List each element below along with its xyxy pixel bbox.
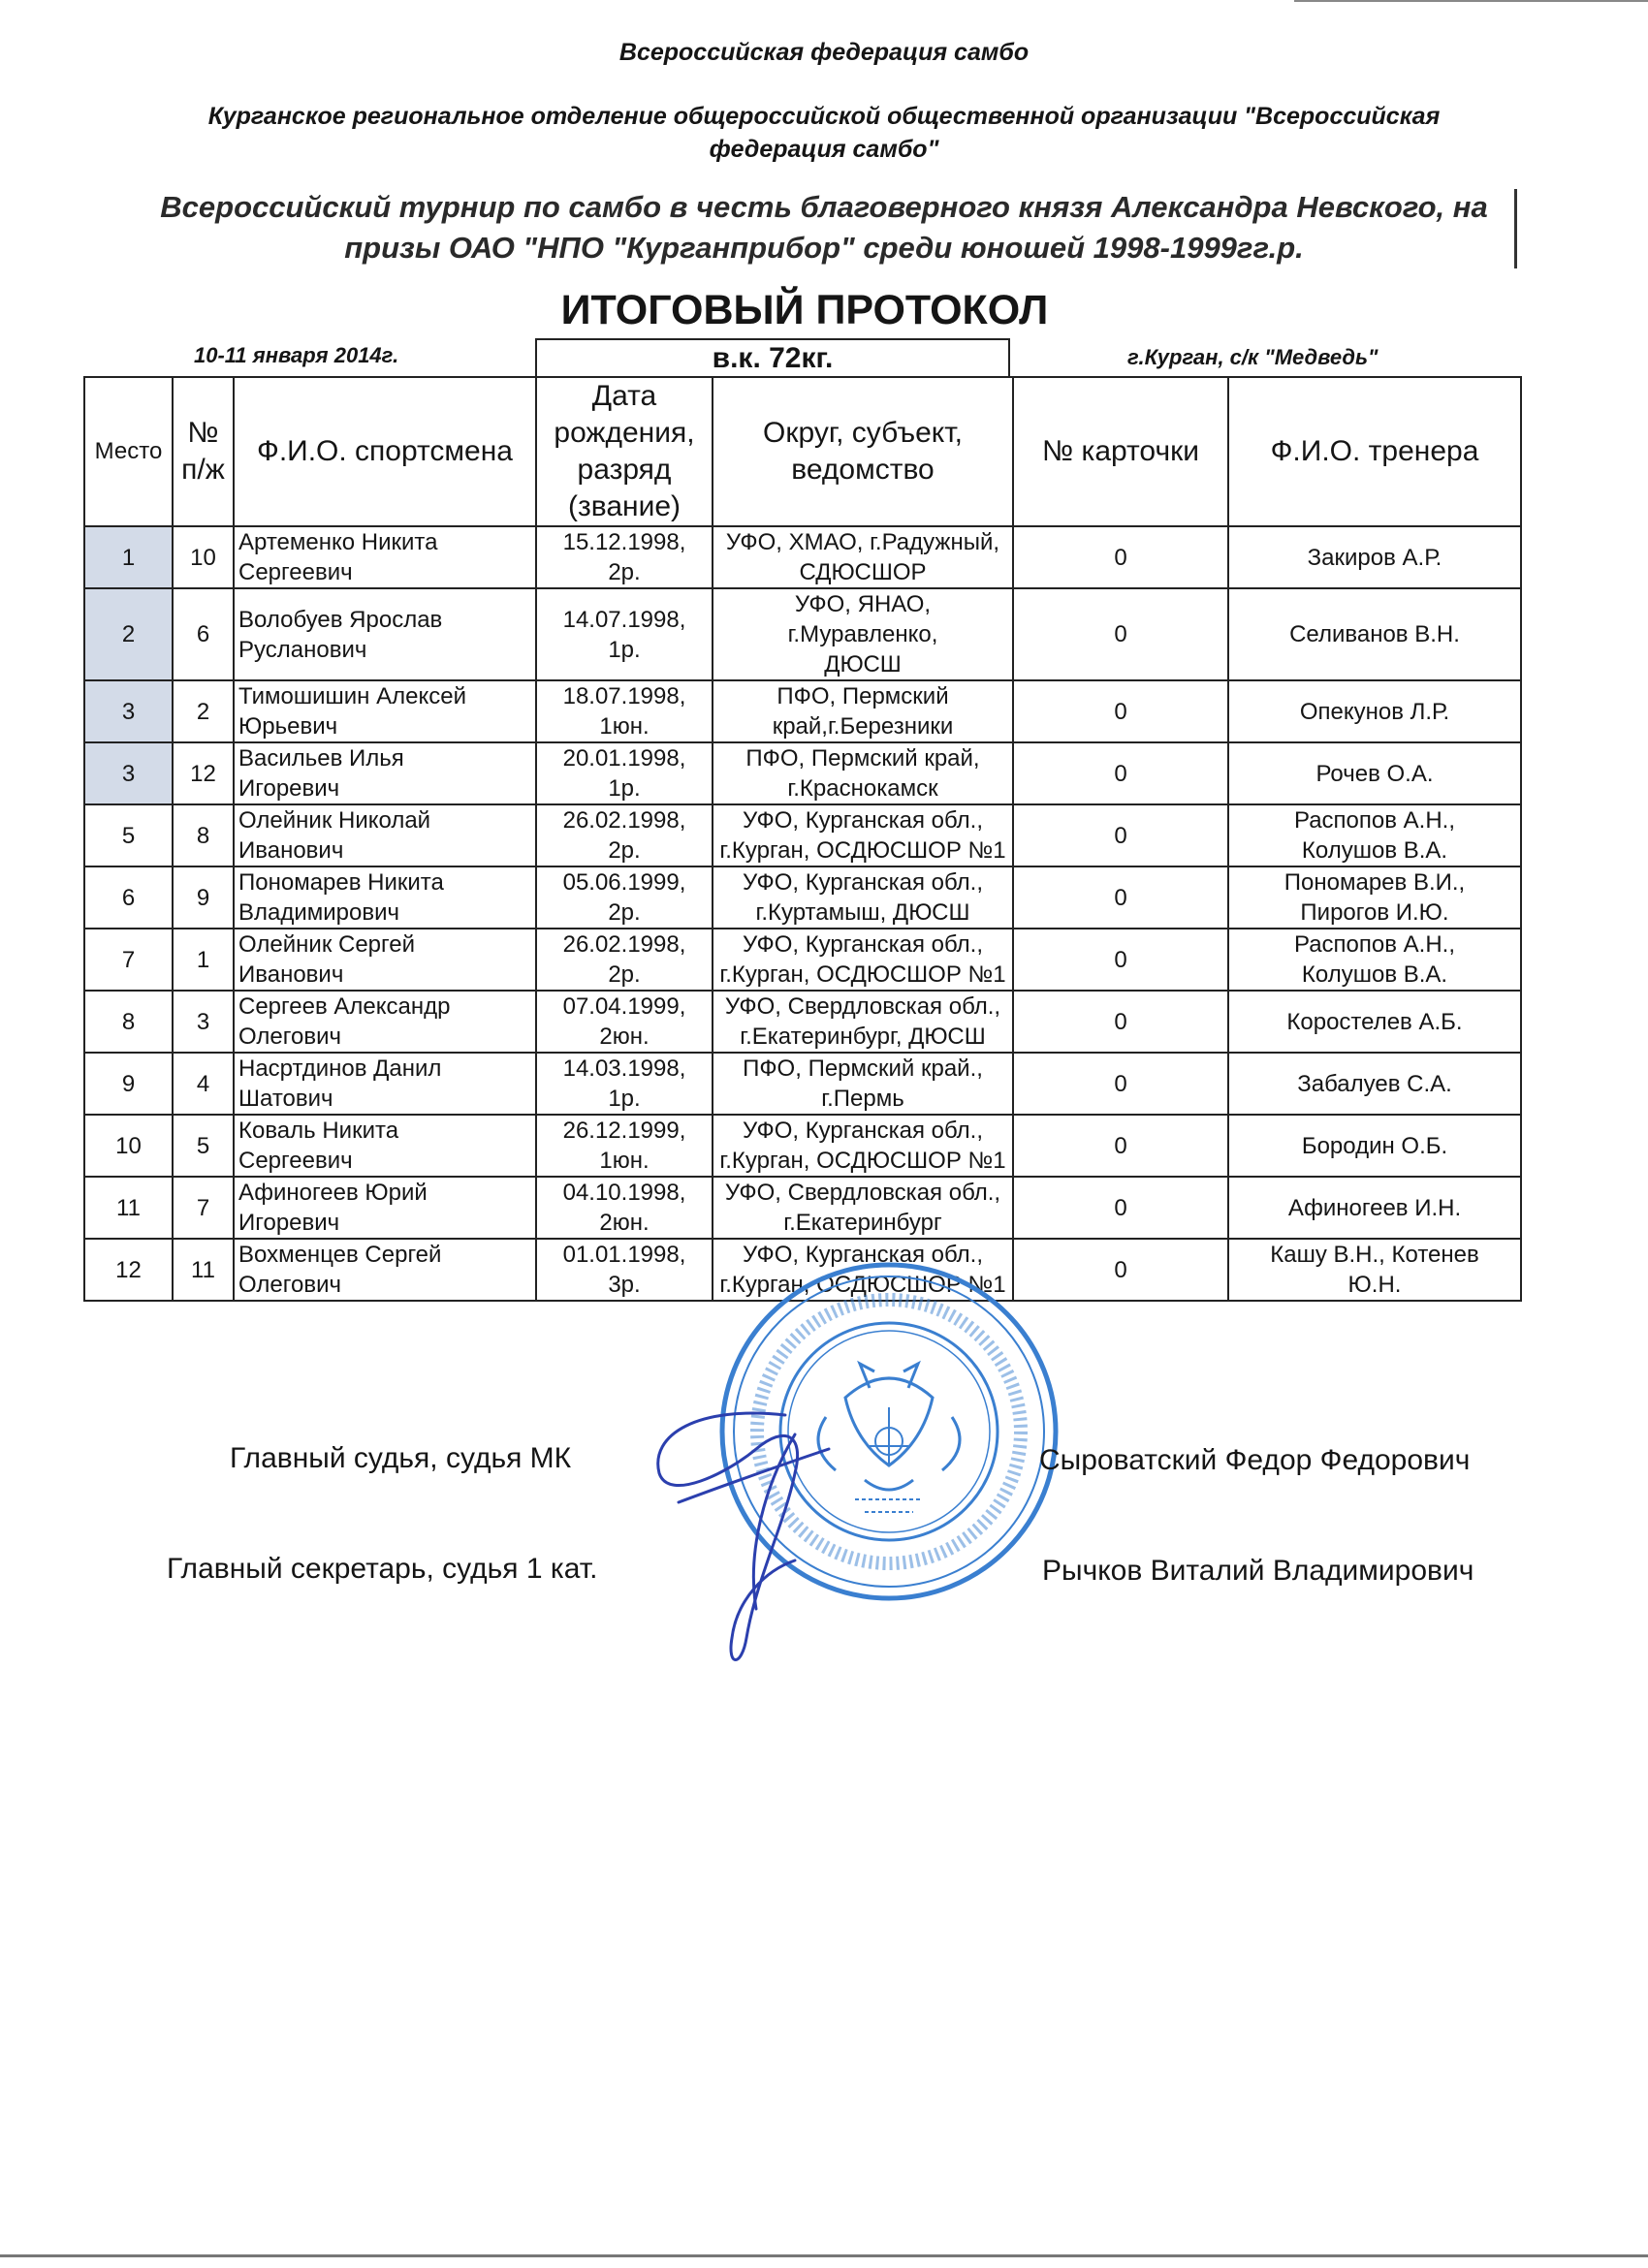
athlete-name-cell xyxy=(234,866,536,929)
coach-line1: Афиногеев И.Н. xyxy=(1287,1194,1462,1221)
athlete-patronymic: Русланович xyxy=(238,636,367,663)
athlete-surname-first: Олейник Сергей xyxy=(238,931,415,958)
birth-rank-cell xyxy=(536,588,713,680)
number-cell: 3 xyxy=(173,991,234,1053)
coach-line1: Селиванов В.Н. xyxy=(1289,621,1460,647)
place-cell: 8 xyxy=(84,991,173,1053)
birth-date: 26.02.1998, xyxy=(562,807,686,834)
coach-cell xyxy=(1228,526,1521,588)
place-cell: 9 xyxy=(84,1053,173,1115)
coach-line1: Распопов А.Н., xyxy=(1293,807,1455,834)
coach-line1: Бородин О.Б. xyxy=(1301,1132,1448,1159)
tournament-title-line1: Всероссийский турнир по самбо в честь благоверного князя Александра Невского, на xyxy=(160,190,1488,224)
coach-cell xyxy=(1228,588,1521,680)
number-cell: 5 xyxy=(173,1115,234,1177)
table-row xyxy=(84,1115,1521,1177)
card-number-cell: 0 xyxy=(1013,526,1228,588)
federation-name: Всероссийская федерация самбо xyxy=(618,39,1030,66)
results-table xyxy=(83,376,1522,1302)
region-line1: УФО, Курганская обл., xyxy=(743,931,983,958)
athlete-name-cell xyxy=(234,526,536,588)
sport-rank: 1юн. xyxy=(599,713,650,740)
region-cell xyxy=(713,1177,1013,1239)
protocol-title: ИТОГОВЫЙ ПРОТОКОЛ xyxy=(560,287,1049,333)
region-line1: УФО, Свердловская обл., xyxy=(724,993,1001,1020)
coach-line1: Распопов А.Н., xyxy=(1293,931,1455,958)
athlete-patronymic: Шатович xyxy=(238,1086,333,1112)
number-cell: 11 xyxy=(173,1239,234,1301)
athlete-surname-first: Сергеев Александр xyxy=(238,993,451,1020)
sport-rank: 2р. xyxy=(608,961,641,988)
birth-rank-cell xyxy=(536,991,713,1053)
card-number-cell: 0 xyxy=(1013,588,1228,680)
athlete-surname-first: Артеменко Никита xyxy=(238,529,438,555)
scan-edge-top xyxy=(1294,0,1648,2)
region-line2: г.Екатеринбург, ДЮСШ xyxy=(740,1024,986,1050)
table-row xyxy=(84,866,1521,929)
place-cell: 2 xyxy=(84,588,173,680)
table-row xyxy=(84,526,1521,588)
birth-date: 26.12.1999, xyxy=(562,1118,686,1144)
table-row xyxy=(84,680,1521,742)
athlete-patronymic: Юрьевич xyxy=(238,713,338,740)
athlete-patronymic: Владимирович xyxy=(238,899,400,926)
birth-date: 05.06.1999, xyxy=(562,869,686,896)
athlete-patronymic: Сергеевич xyxy=(238,559,353,585)
regional-branch xyxy=(0,100,1648,166)
coach-line1: Кашу В.Н., Котенев xyxy=(1270,1242,1479,1268)
card-number-cell: 0 xyxy=(1013,1177,1228,1239)
athlete-name-cell xyxy=(234,680,536,742)
chief-secretary-name: Рычков Виталий Владимирович xyxy=(1042,1555,1474,1587)
athlete-name-cell xyxy=(234,1239,536,1301)
number-cell: 10 xyxy=(173,526,234,588)
coach-cell xyxy=(1228,680,1521,742)
coach-cell xyxy=(1228,804,1521,866)
birth-date: 26.02.1998, xyxy=(562,931,686,958)
weight-category: в.к. 72кг. xyxy=(535,338,1010,377)
sport-rank: 2юн. xyxy=(599,1024,650,1050)
competition-dates: 10-11 января 2014г. xyxy=(194,343,399,367)
column-header-card: № карточки xyxy=(1013,377,1228,526)
coach-line1: Опекунов Л.Р. xyxy=(1299,698,1450,725)
table-row xyxy=(84,588,1521,680)
tournament-title-line2: призы ОАО "НПО "Курганприбор" среди юношей 1998-1999гг.р. xyxy=(344,231,1304,265)
birth-date: 04.10.1998, xyxy=(562,1180,686,1206)
athlete-patronymic: Олегович xyxy=(238,1024,341,1050)
birth-rank-cell xyxy=(536,1115,713,1177)
region-line2: г.Курган, ОСДЮСШОР №1 xyxy=(719,1272,1006,1298)
region-line1: УФО, Курганская обл., xyxy=(743,1242,983,1268)
place-cell: 1 xyxy=(84,526,173,588)
card-number-cell: 0 xyxy=(1013,929,1228,991)
coach-cell xyxy=(1228,991,1521,1053)
region-line1: УФО, ЯНАО, г.Муравленко, xyxy=(787,591,938,647)
card-number-cell: 0 xyxy=(1013,680,1228,742)
number-cell: 9 xyxy=(173,866,234,929)
place-cell: 5 xyxy=(84,804,173,866)
coach-line1: Коростелев А.Б. xyxy=(1286,1008,1463,1035)
number-cell: 2 xyxy=(173,680,234,742)
table-row xyxy=(84,991,1521,1053)
coach-cell xyxy=(1228,1177,1521,1239)
athlete-name-cell xyxy=(234,1177,536,1239)
scan-edge-bottom xyxy=(0,2254,1648,2257)
table-row xyxy=(84,804,1521,866)
coach-cell xyxy=(1228,1115,1521,1177)
region-cell xyxy=(713,991,1013,1053)
chief-secretary-role: Главный секретарь, судья 1 кат. xyxy=(167,1553,598,1585)
coach-line1: Пономарев В.И., xyxy=(1284,869,1466,896)
coach-line2: Ю.Н. xyxy=(1347,1272,1402,1298)
athlete-surname-first: Васильев Илья xyxy=(238,745,404,772)
coach-line2: Пирогов И.Ю. xyxy=(1300,899,1449,926)
coach-line1: Закиров А.Р. xyxy=(1307,544,1442,571)
coach-cell xyxy=(1228,929,1521,991)
place-cell: 12 xyxy=(84,1239,173,1301)
column-header-coach: Ф.И.О. тренера xyxy=(1228,377,1521,526)
tournament-title xyxy=(0,187,1648,268)
region-line2: г.Курган, ОСДЮСШОР №1 xyxy=(719,961,1006,988)
table-header-row xyxy=(84,377,1521,526)
region-line1: УФО, Курганская обл., xyxy=(743,1118,983,1144)
region-line1: ПФО, Пермский xyxy=(776,683,949,709)
region-cell xyxy=(713,929,1013,991)
coach-line2: Колушов В.А. xyxy=(1301,961,1448,988)
region-line2: г.Курган, ОСДЮСШОР №1 xyxy=(719,1148,1006,1174)
birth-rank-cell xyxy=(536,866,713,929)
birth-date: 14.03.1998, xyxy=(562,1055,686,1082)
athlete-patronymic: Игоревич xyxy=(238,1210,340,1236)
birth-rank-cell xyxy=(536,526,713,588)
region-line1: ПФО, Пермский край, xyxy=(745,745,980,772)
column-header-number: № п/ж xyxy=(173,377,234,526)
coach-line1: Забалуев С.А. xyxy=(1297,1070,1452,1097)
athlete-surname-first: Пономарев Никита xyxy=(238,869,444,896)
region-line2: г.Куртамыш, ДЮСШ xyxy=(755,899,970,926)
sport-rank: 3р. xyxy=(608,1272,641,1298)
region-cell xyxy=(713,588,1013,680)
place-cell: 10 xyxy=(84,1115,173,1177)
athlete-surname-first: Афиногеев Юрий xyxy=(238,1180,428,1206)
number-cell: 8 xyxy=(173,804,234,866)
column-header-birth-rank: Дата рождения, разряд (звание) xyxy=(536,377,713,526)
birth-rank-cell xyxy=(536,680,713,742)
place-cell: 11 xyxy=(84,1177,173,1239)
coach-line1: Рочев О.А. xyxy=(1315,760,1434,787)
number-cell: 1 xyxy=(173,929,234,991)
place-cell: 3 xyxy=(84,742,173,804)
region-line2: СДЮСШОР xyxy=(799,559,927,585)
athlete-surname-first: Насртдинов Данил xyxy=(238,1055,442,1082)
athlete-surname-first: Коваль Никита xyxy=(238,1118,399,1144)
athlete-patronymic: Иванович xyxy=(238,961,344,988)
number-cell: 7 xyxy=(173,1177,234,1239)
number-cell: 4 xyxy=(173,1053,234,1115)
number-cell: 6 xyxy=(173,588,234,680)
region-line2: г.Краснокамск xyxy=(787,775,938,802)
athlete-surname-first: Вохменцев Сергей xyxy=(238,1242,442,1268)
card-number-cell: 0 xyxy=(1013,1239,1228,1301)
region-cell xyxy=(713,680,1013,742)
athlete-name-cell xyxy=(234,929,536,991)
athlete-surname-first: Волобуев Ярослав xyxy=(238,606,443,633)
table-row xyxy=(84,742,1521,804)
table-row xyxy=(84,1177,1521,1239)
coach-line2: Колушов В.А. xyxy=(1301,837,1448,864)
birth-date: 14.07.1998, xyxy=(562,606,686,633)
sport-rank: 1юн. xyxy=(599,1148,650,1174)
region-line2: край,г.Березники xyxy=(772,713,954,740)
region-line2: г.Курган, ОСДЮСШОР №1 xyxy=(719,837,1006,864)
region-line1: ПФО, Пермский край., г.Пермь xyxy=(743,1055,983,1112)
chief-judge-role: Главный судья, судья МК xyxy=(230,1442,572,1474)
birth-rank-cell xyxy=(536,742,713,804)
column-header-athlete: Ф.И.О. спортсмена xyxy=(234,377,536,526)
athlete-name-cell xyxy=(234,742,536,804)
table-row xyxy=(84,929,1521,991)
athlete-name-cell xyxy=(234,588,536,680)
sport-rank: 1р. xyxy=(608,636,641,663)
birth-date: 01.01.1998, xyxy=(562,1242,686,1268)
card-number-cell: 0 xyxy=(1013,866,1228,929)
regional-branch-line2: федерация самбо" xyxy=(709,136,939,163)
birth-rank-cell xyxy=(536,804,713,866)
card-number-cell: 0 xyxy=(1013,804,1228,866)
card-number-cell: 0 xyxy=(1013,1053,1228,1115)
region-line2: г.Екатеринбург xyxy=(783,1210,942,1236)
place-cell: 7 xyxy=(84,929,173,991)
region-cell xyxy=(713,804,1013,866)
number-cell: 12 xyxy=(173,742,234,804)
coach-cell xyxy=(1228,742,1521,804)
handwritten-signature xyxy=(640,1357,834,1677)
sport-rank: 1р. xyxy=(608,1086,641,1112)
column-header-region: Округ, субъект, ведомство xyxy=(713,377,1013,526)
sport-rank: 2юн. xyxy=(599,1210,650,1236)
region-cell xyxy=(713,526,1013,588)
birth-rank-cell xyxy=(536,929,713,991)
region-cell xyxy=(713,866,1013,929)
region-line1: УФО, ХМАО, г.Радужный, xyxy=(725,529,1000,555)
athlete-patronymic: Сергеевич xyxy=(238,1148,353,1174)
region-line1: УФО, Курганская обл., xyxy=(743,807,983,834)
sport-rank: 2р. xyxy=(608,837,641,864)
card-number-cell: 0 xyxy=(1013,991,1228,1053)
birth-date: 07.04.1999, xyxy=(562,993,686,1020)
region-cell xyxy=(713,1115,1013,1177)
region-cell xyxy=(713,742,1013,804)
birth-rank-cell xyxy=(536,1239,713,1301)
athlete-name-cell xyxy=(234,1053,536,1115)
coach-cell xyxy=(1228,1053,1521,1115)
birth-date: 20.01.1998, xyxy=(562,745,686,772)
athlete-patronymic: Игоревич xyxy=(238,775,340,802)
athlete-patronymic: Олегович xyxy=(238,1272,341,1298)
region-line1: УФО, Свердловская обл., xyxy=(724,1180,1001,1206)
chief-judge-name: Сыроватский Федор Федорович xyxy=(1039,1444,1471,1476)
athlete-surname-first: Тимошишин Алексей xyxy=(238,683,466,709)
athlete-name-cell xyxy=(234,991,536,1053)
region-line2: ДЮСШ xyxy=(824,651,902,677)
sport-rank: 1р. xyxy=(608,775,641,802)
athlete-patronymic: Иванович xyxy=(238,837,344,864)
birth-rank-cell xyxy=(536,1177,713,1239)
column-header-place: Место xyxy=(84,377,173,526)
card-number-cell: 0 xyxy=(1013,742,1228,804)
competition-venue: г.Курган, с/к "Медведь" xyxy=(1127,345,1379,369)
place-cell: 3 xyxy=(84,680,173,742)
sport-rank: 2р. xyxy=(608,559,641,585)
region-line1: УФО, Курганская обл., xyxy=(743,869,983,896)
coach-cell xyxy=(1228,1239,1521,1301)
birth-date: 18.07.1998, xyxy=(562,683,686,709)
table-row xyxy=(84,1053,1521,1115)
sport-rank: 2р. xyxy=(608,899,641,926)
card-number-cell: 0 xyxy=(1013,1115,1228,1177)
region-cell xyxy=(713,1053,1013,1115)
birth-date: 15.12.1998, xyxy=(562,529,686,555)
athlete-name-cell xyxy=(234,1115,536,1177)
athlete-name-cell xyxy=(234,804,536,866)
place-cell: 6 xyxy=(84,866,173,929)
birth-rank-cell xyxy=(536,1053,713,1115)
coach-cell xyxy=(1228,866,1521,929)
regional-branch-line1: Курганское региональное отделение общероссийской общественной организации "Всероссийская xyxy=(207,103,1441,130)
athlete-surname-first: Олейник Николай xyxy=(238,807,431,834)
